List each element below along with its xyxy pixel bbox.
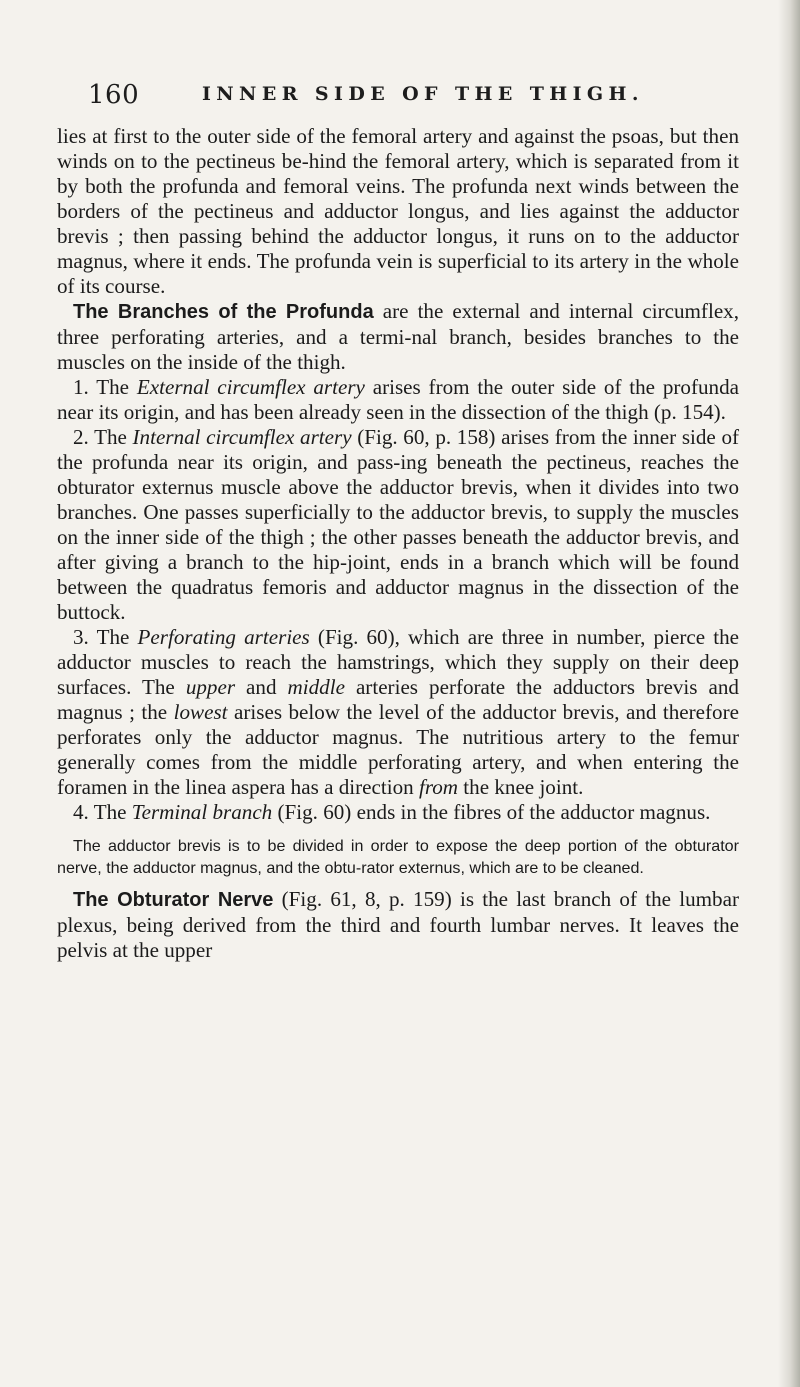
paragraph-profunda-course: lies at first to the outer side of the femoral artery and against the psoas, but then winds on to the pectineus be-hind the femoral artery, which is separated from it by both the profunda and femoral veins. The profunda next winds between the borders of the pectineus and adductor longus, and lies against the adductor brevis ; then passing behind the adductor longus, it runs on to the adductor magnus, where it ends. The profunda vein is superficial to its artery in the whole of its course. [57, 124, 739, 298]
term-perforating: Perforating arteries [137, 625, 310, 649]
term-internal-circumflex: Internal circumflex artery [132, 425, 352, 449]
term-lowest: lowest [173, 700, 228, 724]
section-heading-branches: The Branches of the Profunda [73, 301, 374, 323]
dissection-note: The adductor brevis is to be divided in order to expose the deep portion of the obturator nerve, the adductor magnus, and the obtu-rator externus, which are to be cleaned. [57, 837, 739, 877]
term-external-circumflex: External circumflex artery [136, 375, 365, 399]
term-upper: upper [185, 675, 236, 699]
paragraph-internal-circumflex: 2. The Internal circumflex artery (Fig. 60, p. 158) arises from the inner side of the profunda near its origin, and pass-ing beneath the pectineus, reaches the obturator externus muscle above the adductor brevis, when it divides into two branches. One passes superficially to the adductor brevis, to supply the muscles on the inner side of the thigh ; the other passes beneath the adductor brevis, and after giving a branch to the hip-joint, ends in a branch which will be found between the quadratus femoris and adductor magnus in the dissection of the buttock. [57, 425, 740, 624]
running-title: INNER SIDE OF THE THIGH. [202, 83, 644, 105]
paragraph-obturator-nerve: The Obturator Nerve (Fig. 61, 8, p. 159) is the last branch of the lumbar plexus, being derived from the third and fourth lumbar nerves. It leaves the pelvis at the upper [57, 887, 739, 962]
page-number: 160 [88, 80, 140, 110]
paragraph-branches: The Branches of the Profunda are the external and internal circumflex, three perforating arteries, and a termi-nal branch, besides branches to the muscles on the inside of the thigh. [57, 299, 739, 374]
term-middle: middle [287, 675, 345, 699]
term-terminal-branch: Terminal branch [131, 800, 273, 824]
body-text [57, 124, 739, 963]
page-edge-shadow [778, 0, 800, 1387]
paragraph-external-circumflex: 1. The External circumflex artery arises from the outer side of the profunda near its origin, and has been already seen in the dissection of the thigh (p. 154). [57, 375, 740, 424]
section-heading-obturator: The Obturator Nerve [73, 889, 274, 911]
running-header [88, 80, 728, 120]
paragraph-terminal-branch: 4. The Terminal branch (Fig. 60) ends in the fibres of the adductor magnus. [73, 800, 711, 824]
paragraph-perforating: 3. The Perforating arteries (Fig. 60), which are three in number, pierce the adductor muscles to reach the hamstrings, which they supply on their deep surfaces. The upper and middle arteries perforate the adductors brevis and magnus ; the lowest arises below the level of the adductor brevis, and therefore perforates only the adductor magnus. The nutritious artery to the femur generally comes from the middle perforating artery, and when entering the foramen in the linea aspera has a direction from the knee joint. [57, 625, 740, 799]
term-from: from [418, 775, 459, 799]
